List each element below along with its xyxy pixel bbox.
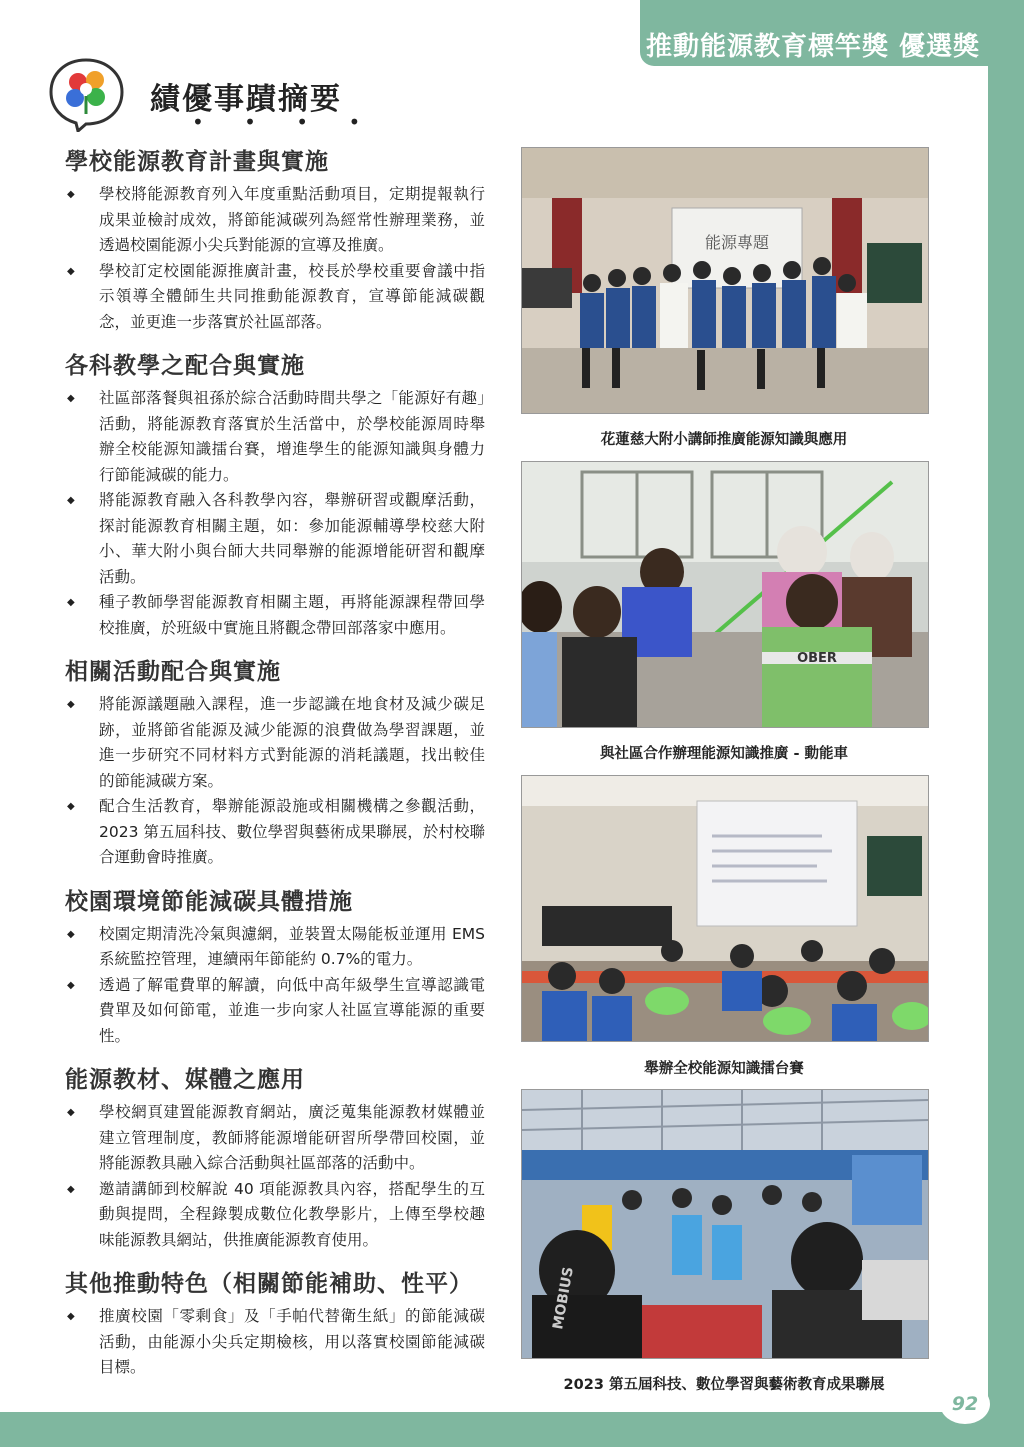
diamond-bullet-icon: ◆	[67, 1183, 75, 1195]
section-plan	[65, 143, 485, 335]
title-dots: • • • •	[192, 110, 378, 134]
section-campus	[65, 883, 485, 1050]
diamond-bullet-icon: ◆	[67, 495, 75, 506]
list-item: ◆ 將能源教育融入各科教學內容，舉辦研習或觀摩活動，探討能源教育相關主題，如：參加能源輔導學校慈大附小、華大附小與台師大共同舉辦的能源增能研習和觀摩活動。	[65, 488, 485, 590]
photo-expo-hall	[521, 1089, 929, 1359]
list-item: ◆ 將能源議題融入課程，進一步認識在地食材及減少碳足跡，並將節省能源及減少能源的浪費做為學習課題，並進一步研究不同材料方式對能源的消耗議題，找出較佳的節能減碳方案。	[65, 692, 485, 794]
diamond-bullet-icon: ◆	[67, 801, 75, 812]
award-title: 推動能源教育標竿獎 優選獎	[645, 32, 980, 62]
list-item: ◆ 種子教師學習能源教育相關主題，再將能源課程帶回學校推廣，於班級中實施且將觀念帶回部落家中應用。	[65, 590, 485, 641]
photo-caption: 與社區合作辦理能源知識推廣 - 動能車	[599, 746, 849, 762]
section-title: 各科教學之配合與實施	[65, 353, 305, 379]
page-number: 92	[940, 1384, 990, 1424]
list-item: ◆ 推廣校園「零剩食」及「手帕代替衛生紙」的節能減碳活動，由能源小尖兵定期檢核，用以落實校園節能減碳目標。	[65, 1304, 485, 1381]
photo-caption: 2023 第五屆科技、數位學習與藝術教育成果聯展	[563, 1377, 885, 1393]
section-teaching	[65, 347, 485, 641]
diamond-bullet-icon: ◆	[67, 1107, 75, 1118]
list-item: ◆ 邀請講師到校解說 40 項能源教具內容，搭配學生的互動與提問，全程錄製成數位化教學影片，上傳至學校趣味能源教具網站，供推廣能源教育使用。	[65, 1177, 485, 1254]
list-item: ◆ 學校網頁建置能源教育網站，廣泛蒐集能源教材媒體並建立管理制度，教師將能源增能研習所學帶回校園，並將能源教具融入綜合活動與社區部落的活動中。	[65, 1100, 485, 1177]
section-title: 能源教材、媒體之應用	[65, 1067, 305, 1093]
diamond-bullet-icon: ◆	[67, 189, 75, 200]
section-title: 相關活動配合與實施	[65, 659, 281, 685]
photo-quiz-contest	[521, 775, 929, 1042]
diamond-bullet-icon: ◆	[67, 979, 75, 991]
section-title: 其他推動特色（相關節能補助、性平）	[65, 1271, 473, 1297]
diamond-bullet-icon: ◆	[67, 699, 75, 710]
section-title: 學校能源教育計畫與實施	[65, 149, 329, 175]
content-column	[65, 143, 485, 1393]
page-frame-top	[640, 0, 1024, 20]
list-item: ◆ 社區部落餐與祖孫於綜合活動時間共學之「能源好有趣」活動，將能源教育落實於生活當中，於學校能源周時舉辦全校能源知識擂台賽，增進學生的能源知識與身體力行節能減碳的能力。	[65, 386, 485, 488]
section-activities	[65, 653, 485, 871]
list-item: ◆ 學校將能源教育列入年度重點活動項目，定期提報執行成果並檢討成效，將節能減碳列為經常性辦理業務，並透過校園能源小尖兵對能源的宣導及推廣。	[65, 182, 485, 259]
diamond-bullet-icon: ◆	[67, 265, 75, 277]
photo-community-activity	[521, 461, 929, 728]
diamond-bullet-icon: ◆	[67, 597, 75, 608]
diamond-bullet-icon: ◆	[67, 928, 75, 940]
award-tab	[640, 20, 988, 66]
list-item: ◆ 透過了解電費單的解讀，向低中高年級學生宣導認識電費單及如何節電，並進一步向家人社區宣導能源的重要性。	[65, 973, 485, 1050]
photo-group-classroom	[521, 147, 929, 414]
photo-caption: 舉辦全校能源知識擂台賽	[644, 1061, 804, 1077]
section-title: 校園環境節能減碳具體措施	[65, 888, 353, 915]
board-text: 能源專題	[704, 233, 770, 252]
diamond-bullet-icon: ◆	[67, 1311, 75, 1322]
list-item: ◆ 配合生活教育，舉辦能源設施或相關機構之參觀活動，2023 第五屆科技、數位學習與藝術成果聯展，於村校聯合運動會時推廣。	[65, 794, 485, 871]
section-other	[65, 1265, 485, 1381]
diamond-bullet-icon: ◆	[67, 393, 75, 404]
shirt-text: OBER	[797, 651, 837, 666]
photo-caption: 花蓮慈大附小講師推廣能源知識與應用	[600, 432, 848, 448]
list-item: ◆ 學校訂定校園能源推廣計畫，校長於學校重要會議中指示領導全體師生共同推動能源教育，宣導節能減碳觀念，並更進一步落實於社區部落。	[65, 259, 485, 336]
list-item: ◆ 校園定期清洗冷氣與濾網，並裝置太陽能板並運用 EMS 系統監控管理，連續兩年節能約 0.7%的電力。	[65, 922, 485, 973]
page-frame-bottom	[0, 1412, 1024, 1447]
section-media	[65, 1061, 485, 1253]
page-frame-right	[988, 0, 1024, 1447]
page-title: 績優事蹟摘要	[150, 82, 342, 117]
clover-logo-icon	[48, 56, 128, 128]
shirt-text: MOBIUS	[550, 1265, 577, 1331]
